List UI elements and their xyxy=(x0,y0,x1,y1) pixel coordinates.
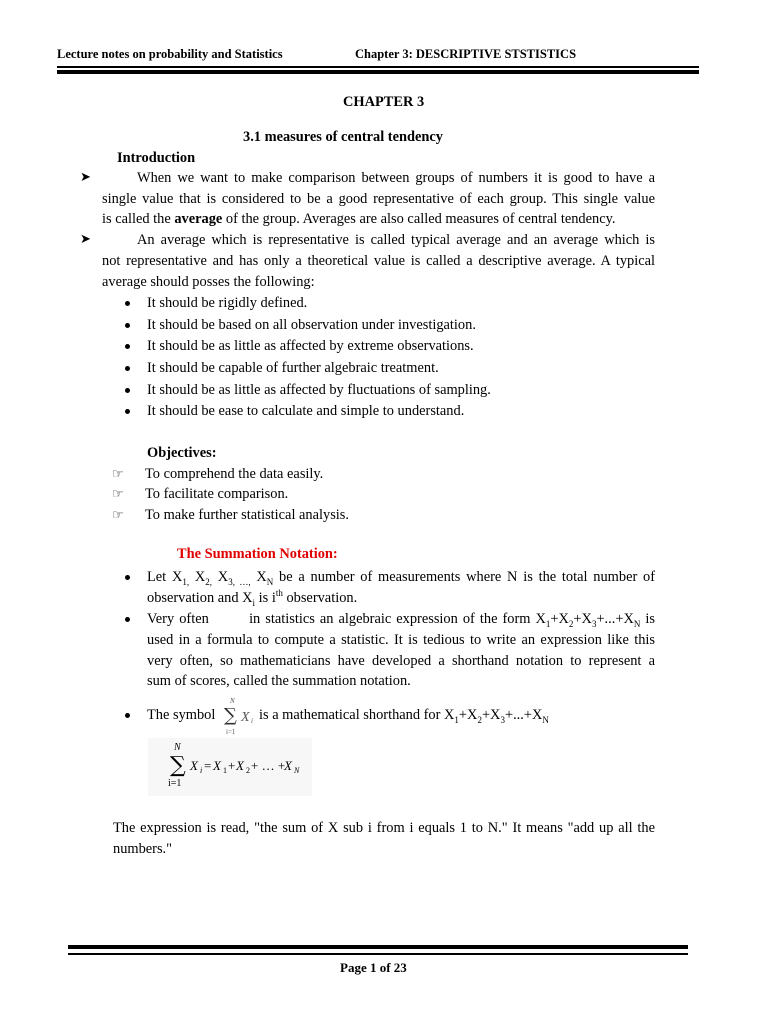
let-line2: observation and $X_i$ is $i^{th}$ observation. xyxy=(147,588,358,608)
svg-text:N: N xyxy=(294,766,300,775)
para1-line1: When we want to make comparison between groups of numbers it is good to have a xyxy=(137,170,655,186)
summation-symbol-icon xyxy=(220,694,260,736)
para2-line1: An average which is representative is called typical average and an average which is xyxy=(137,232,655,248)
para2-line3: average should posses the following: xyxy=(102,274,315,290)
criteria-item: It should be as little as affected by fluctuations of sampling. xyxy=(147,382,491,398)
footer-rule-thin xyxy=(68,953,688,955)
svg-text:2: 2 xyxy=(246,766,250,775)
criteria-item: It should be as little as affected by extreme observations. xyxy=(147,338,474,354)
pointing-hand-icon: ☞ xyxy=(112,466,124,481)
criteria-item: It should be based on all observation under investigation. xyxy=(147,317,476,333)
bullet-icon xyxy=(125,575,130,580)
objective-item: To comprehend the data easily. xyxy=(145,466,324,482)
svg-text:+ … +: + … + xyxy=(251,758,286,773)
average-term: average xyxy=(174,211,223,227)
svg-text:X: X xyxy=(213,758,221,773)
let-line1: Let $X_{1,}$ $X_{2,}$ $X_{3, \dots,}$ $X_N$ be a number of measurements where N is the total number of xyxy=(147,569,655,587)
closing-line2: numbers." xyxy=(113,841,173,857)
svg-text:i=1: i=1 xyxy=(168,778,182,789)
para1-line2: single value that is considered to be a good representative of each group. This single value xyxy=(102,191,655,207)
bullet-icon xyxy=(125,366,130,371)
criteria-item: It should be rigidly defined. xyxy=(147,295,308,311)
header-rule-thin xyxy=(57,66,699,68)
svg-text:i: i xyxy=(200,766,203,775)
bullet-icon xyxy=(125,388,130,393)
bullet-icon xyxy=(125,301,130,306)
pointing-hand-icon: ☞ xyxy=(112,486,124,501)
header-left: Lecture notes on probability and Statistics xyxy=(57,47,283,61)
svg-text:∑: ∑ xyxy=(170,753,186,778)
pointing-hand-icon: ☞ xyxy=(112,507,124,522)
svg-text:i: i xyxy=(251,717,253,725)
svg-text:N: N xyxy=(230,697,235,705)
symbol-post: is a mathematical shorthand for $X_1+X_2+X_3+...+X_N$ xyxy=(259,707,549,725)
para1-line3: is called the average of the group. Averages are also called measures of central tendency. xyxy=(102,211,616,227)
footer-rule-thick xyxy=(68,945,688,949)
section-title: 3.1 measures of central tendency xyxy=(243,129,443,145)
closing-line1: The expression is read, "the sum of X sub i from i equals 1 to N." It means "add up all the xyxy=(113,820,655,836)
header-right: Chapter 3: DESCRIPTIVE STSTISTICS xyxy=(355,47,577,61)
objective-item: To facilitate comparison. xyxy=(145,486,289,502)
bullet-icon xyxy=(125,344,130,349)
svg-text:i=1: i=1 xyxy=(226,728,236,736)
svg-text:1: 1 xyxy=(223,766,227,775)
page-number: Page 1 of 23 xyxy=(340,960,407,975)
svg-text:X: X xyxy=(236,758,244,773)
often-line4: sum of scores, called the summation notation. xyxy=(147,673,411,689)
summation-formula xyxy=(148,738,312,796)
arrow-bullet-icon: ➤ xyxy=(80,169,91,184)
para2-line2: not representative and has only a theoretical value is called a descriptive average. A typical xyxy=(102,253,655,269)
objective-item: To make further statistical analysis. xyxy=(145,507,349,523)
svg-text:+: + xyxy=(228,758,236,773)
summation-heading: The Summation Notation: xyxy=(177,546,338,562)
svg-text:X: X xyxy=(241,710,250,725)
often-line1: Very often in statistics an algebraic expression of the form $X_1+X_2+X_3+...+X_N$ is xyxy=(147,611,655,629)
svg-text:X: X xyxy=(190,758,198,773)
svg-text:∑: ∑ xyxy=(224,705,237,726)
often-line2: used in a formula to compute a statistic. It is tedious to write an expression like this xyxy=(147,632,655,648)
often-line3: very often, so mathematicians have developed a shorthand notation to represent a xyxy=(147,653,655,669)
bullet-icon xyxy=(125,409,130,414)
bullet-icon xyxy=(125,617,130,622)
criteria-item: It should be ease to calculate and simple to understand. xyxy=(147,403,465,419)
header-rule-thick xyxy=(57,70,699,74)
criteria-item: It should be capable of further algebraic treatment. xyxy=(147,360,439,376)
objectives-heading: Objectives: xyxy=(147,445,217,461)
svg-text:N: N xyxy=(174,742,181,753)
intro-heading: Introduction xyxy=(117,150,196,166)
svg-text:=: = xyxy=(204,758,212,773)
bullet-icon xyxy=(125,713,130,718)
chapter-title: CHAPTER 3 xyxy=(343,94,425,110)
svg-text:X: X xyxy=(284,758,292,773)
symbol-pre: The symbol xyxy=(147,707,216,723)
bullet-icon xyxy=(125,323,130,328)
summation-formula-graphic xyxy=(148,738,312,796)
arrow-bullet-icon: ➤ xyxy=(80,231,91,246)
